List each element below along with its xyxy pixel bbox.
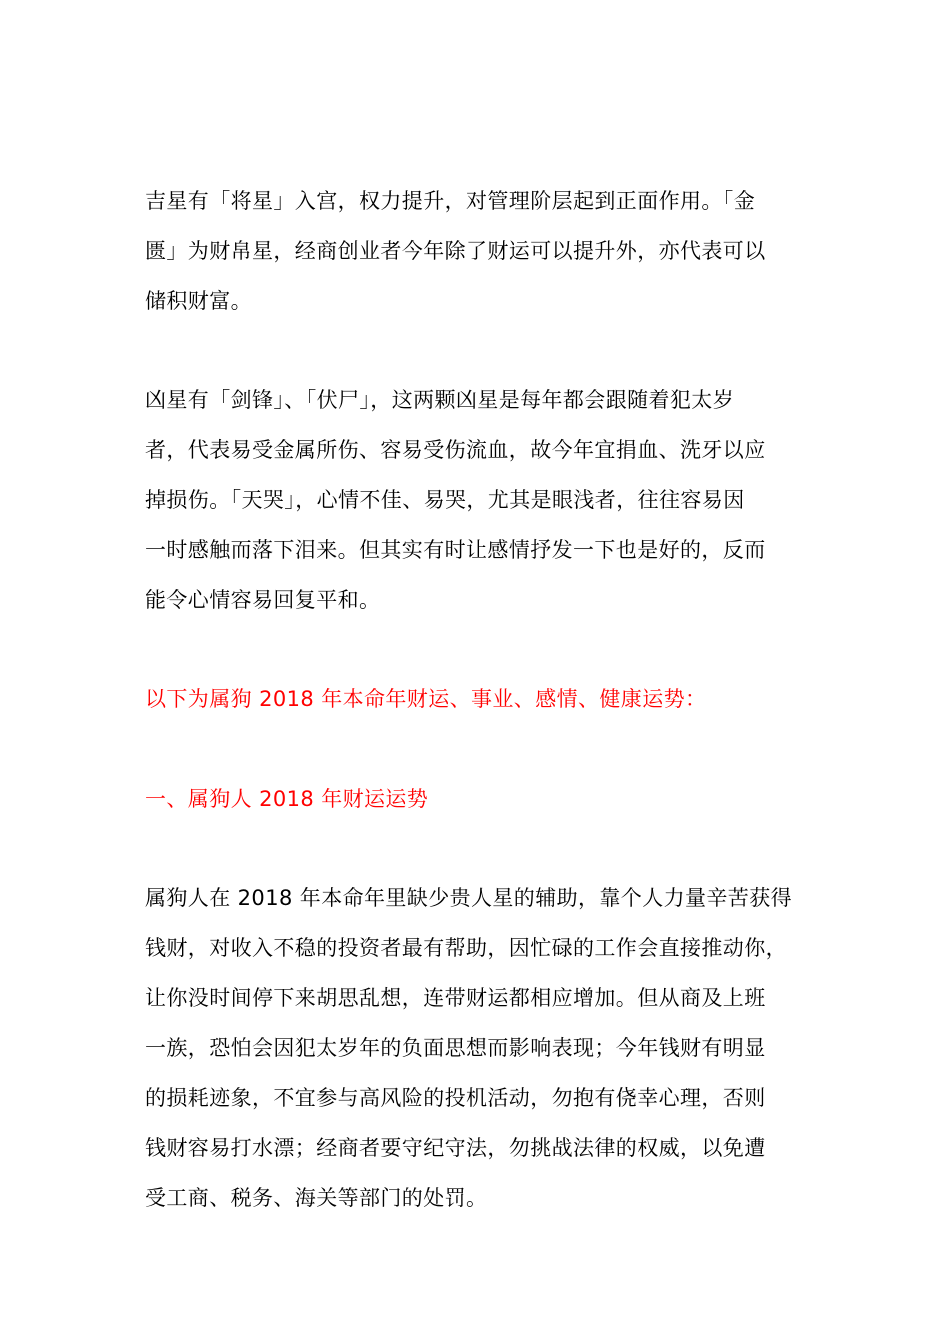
paragraph-2-line-3: 掉损伤。「天哭」，心情不佳、易哭，尤其是眼浅者，往往容易因 [145,488,745,512]
paragraph-3-line-4: 一族，恐怕会因犯太岁年的负面思想而影响表现；今年钱财有明显 [145,1036,766,1060]
paragraph-2-line-5: 能令心情容易回复平和。 [145,588,381,612]
section-1-heading: 一、属狗人 2018 年财运运势 [145,787,429,811]
paragraph-2-line-4: 一时感触而落下泪来。但其实有时让感情抒发一下也是好的，反而 [145,538,766,562]
paragraph-2-line-2: 者，代表易受金属所伤、容易受伤流血，故今年宜捐血、洗牙以应 [145,438,766,462]
paragraph-3-line-1: 属狗人在 2018 年本命年里缺少贵人星的辅助，靠个人力量辛苦获得 [145,886,792,910]
paragraph-2-line-1: 凶星有「剑锋」、「伏尸」，这两颗凶星是每年都会跟随着犯太岁 [145,388,735,412]
intro-heading: 以下为属狗 2018 年本命年财运、事业、感情、健康运势： [145,687,707,711]
paragraph-1-line-3: 储积财富。 [145,289,252,313]
paragraph-3-line-2: 钱财，对收入不稳的投资者最有帮助，因忙碌的工作会直接推动你， [145,936,787,960]
paragraph-3-line-6: 钱财容易打水漂；经商者要守纪守法，勿挑战法律的权威，以免遭 [145,1136,766,1160]
paragraph-1-line-1: 吉星有「将星」入宫，权力提升，对管理阶层起到正面作用。「金 [145,189,756,213]
paragraph-3-line-3: 让你没时间停下来胡思乱想，连带财运都相应增加。但从商及上班 [145,986,766,1010]
paragraph-3-line-7: 受工商、税务、海关等部门的处罚。 [145,1186,488,1210]
paragraph-3-line-5: 的损耗迹象，不宜参与高风险的投机活动，勿抱有侥幸心理，否则 [145,1086,766,1110]
paragraph-1-line-2: 匮」为财帛星，经商创业者今年除了财运可以提升外，亦代表可以 [145,239,766,263]
